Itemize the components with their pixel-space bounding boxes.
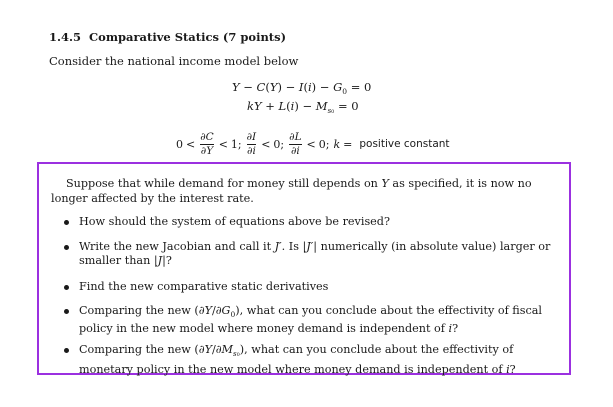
bullet-text: Comparing the new $(\partial Y/\partial M_{s0})$, what can you conclude about the effectivity of monetary policy in the new model where money demand is independent of i? bbox=[79, 343, 516, 376]
question-paragraph bbox=[51, 177, 561, 206]
bullet-text: Find the new comparative static derivatives bbox=[79, 280, 329, 293]
section-heading bbox=[49, 30, 286, 44]
dL-di-fraction: $\frac{\partial L}{\partial i}$ bbox=[289, 130, 302, 157]
bullet-icon bbox=[64, 348, 69, 353]
bullet-icon bbox=[64, 285, 69, 290]
bullet-icon bbox=[64, 309, 69, 314]
equation-2: kY + $L(i) - M_{s0} = 0$ bbox=[247, 99, 359, 115]
parameter-conditions: 0 < $\frac{\partial C}{\partial Y}$ < 1; $\frac{\partial I}{\partial i}$ < 0; $\frac{\partial L}{\partial i}$ < 0; k = positive constant bbox=[176, 130, 450, 157]
list-item bbox=[64, 280, 564, 294]
equation-1: $Y - C(Y) - I(i) - G_0 = 0$ bbox=[232, 80, 372, 96]
section-title: Comparative Statics (7 points) bbox=[89, 30, 287, 44]
bullet-icon bbox=[64, 245, 69, 250]
list-item bbox=[64, 343, 564, 376]
paragraph-part1: Suppose that while demand for money still depends on bbox=[66, 177, 382, 190]
section-number: 1.4.5 bbox=[49, 30, 82, 44]
list-item bbox=[64, 240, 564, 267]
paragraph-variable: Y bbox=[381, 177, 389, 190]
bullet-text: Write the new Jacobian and call it J′. Is |J′| numerically (in absolute value) larger or smaller than |J|? bbox=[79, 240, 551, 267]
paragraph-part2: as specified, it is now no longer affected by the interest rate. bbox=[51, 177, 532, 205]
dI-di-fraction: $\frac{\partial I}{\partial i}$ bbox=[246, 130, 257, 157]
positive-constant-label: positive constant bbox=[359, 138, 450, 150]
list-item bbox=[64, 304, 564, 335]
bullet-icon bbox=[64, 220, 69, 225]
list-item bbox=[64, 215, 564, 229]
intro-text: Consider the national income model below bbox=[49, 54, 299, 68]
bullet-text: Comparing the new $(\partial Y/\partial G_0)$, what can you conclude about the effectivity of fiscal policy in the new model where money demand is independent of i? bbox=[79, 304, 543, 335]
bullet-text: How should the system of equations above be revised? bbox=[79, 215, 390, 228]
dC-dY-fraction: $\frac{\partial C}{\partial Y}$ bbox=[200, 130, 214, 157]
